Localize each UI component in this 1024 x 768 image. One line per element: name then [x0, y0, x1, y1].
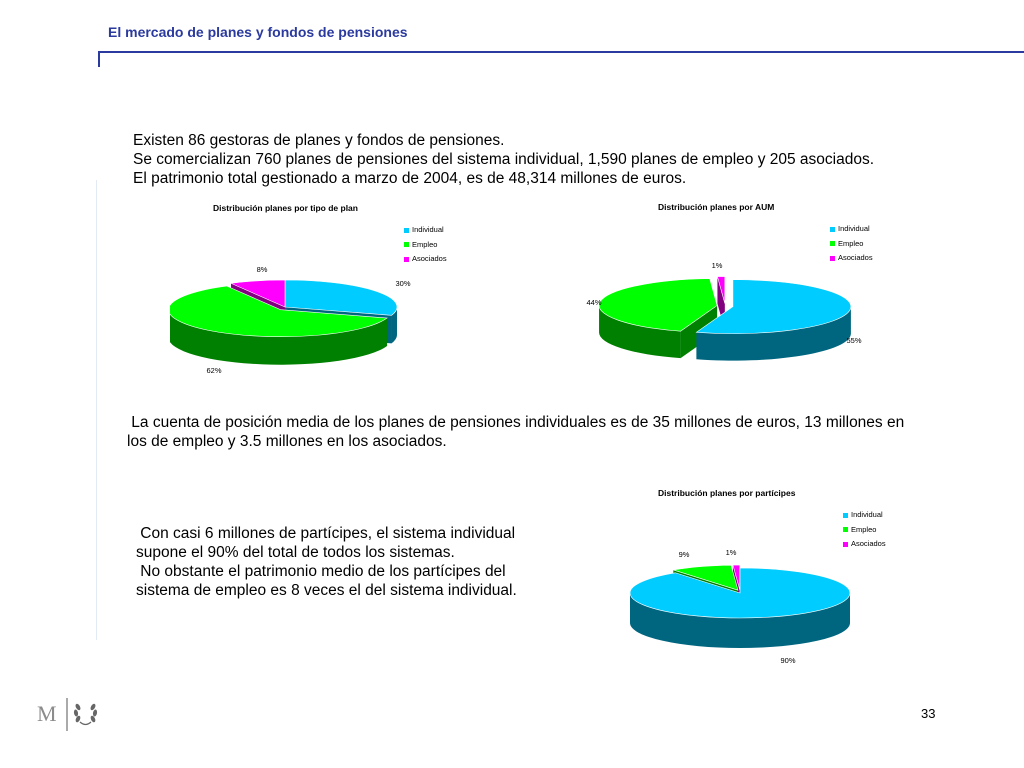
bottom-text-1: Con casi 6 millones de partícipes, el sistema individual: [136, 525, 516, 542]
legend-item-individual: [843, 508, 886, 523]
title-rule-tick: [98, 51, 100, 67]
legend-label: Individual: [838, 224, 870, 233]
pie-label-empleo: 44%: [586, 298, 602, 307]
legend-swatch: [404, 228, 409, 233]
legend-swatch: [843, 527, 848, 532]
bottom-text-2: supone el 90% del total de todos los sistemas.: [136, 544, 455, 561]
pie-label-asociados: 1%: [711, 261, 723, 270]
middle-text-1: La cuenta de posición media de los planes de pensiones individuales es de 35 millones de euros, 13 millones en: [127, 414, 905, 431]
middle-text-2: los de empleo y 3.5 millones en los asociados.: [127, 433, 447, 450]
legend-item-individual: [404, 223, 447, 238]
pie-plot: [610, 545, 870, 670]
legend-item-empleo: [404, 238, 447, 253]
legend-label: Asociados: [412, 254, 447, 263]
chart-title: Distribución planes por tipo de plan: [213, 203, 358, 213]
pie-plot: [170, 260, 430, 385]
pie-label-asociados: 1%: [725, 548, 737, 557]
pie-label-individual: 30%: [395, 279, 411, 288]
bottom-text-4: sistema de empleo es 8 veces el del sistema individual.: [136, 582, 517, 599]
legend-item-empleo: [830, 237, 873, 252]
legend-label: Asociados: [851, 539, 886, 548]
page-number: 33: [921, 706, 936, 721]
pie-label-empleo: 62%: [206, 366, 222, 375]
legend-label: Empleo: [851, 524, 877, 534]
intro-text-3: El patrimonio total gestionado a marzo de 2004, es de 48,314 millones de euros.: [133, 170, 687, 187]
legend-swatch: [843, 513, 848, 518]
legend-label: Individual: [851, 510, 883, 519]
svg-text:M: M: [37, 701, 57, 726]
intro-text-2: Se comercializan 760 planes de pensiones del sistema individual, 1,590 planes de empleo y 205 asociados.: [133, 151, 875, 168]
legend-swatch: [830, 241, 835, 246]
legend-item-empleo: [843, 523, 886, 538]
chart-title: Distribución planes por partícipes: [658, 488, 796, 498]
chart-title: Distribución planes por AUM: [658, 202, 775, 212]
title-underline: [98, 51, 1024, 53]
legend-swatch: [830, 227, 835, 232]
legend-item-individual: [830, 222, 873, 237]
side-divider: [96, 180, 97, 640]
pie-label-individual: 55%: [846, 336, 862, 345]
pie-label-empleo: 9%: [678, 550, 690, 559]
bottom-text-3: No obstante el patrimonio medio de los partícipes del: [136, 563, 506, 580]
intro-text-1: Existen 86 gestoras de planes y fondos de pensiones.: [133, 132, 505, 149]
slide-title: El mercado de planes y fondos de pensiones: [108, 24, 408, 40]
legend-label: Empleo: [412, 239, 438, 249]
pie-plot: [580, 258, 870, 373]
m-laurel-logo: [36, 695, 102, 733]
legend-swatch: [404, 242, 409, 247]
pie-label-individual: 90%: [780, 656, 796, 665]
legend-label: Individual: [412, 225, 444, 234]
legend-label: Empleo: [838, 238, 864, 248]
legend-label: Asociados: [838, 253, 873, 262]
pie-label-asociados: 8%: [256, 265, 268, 274]
